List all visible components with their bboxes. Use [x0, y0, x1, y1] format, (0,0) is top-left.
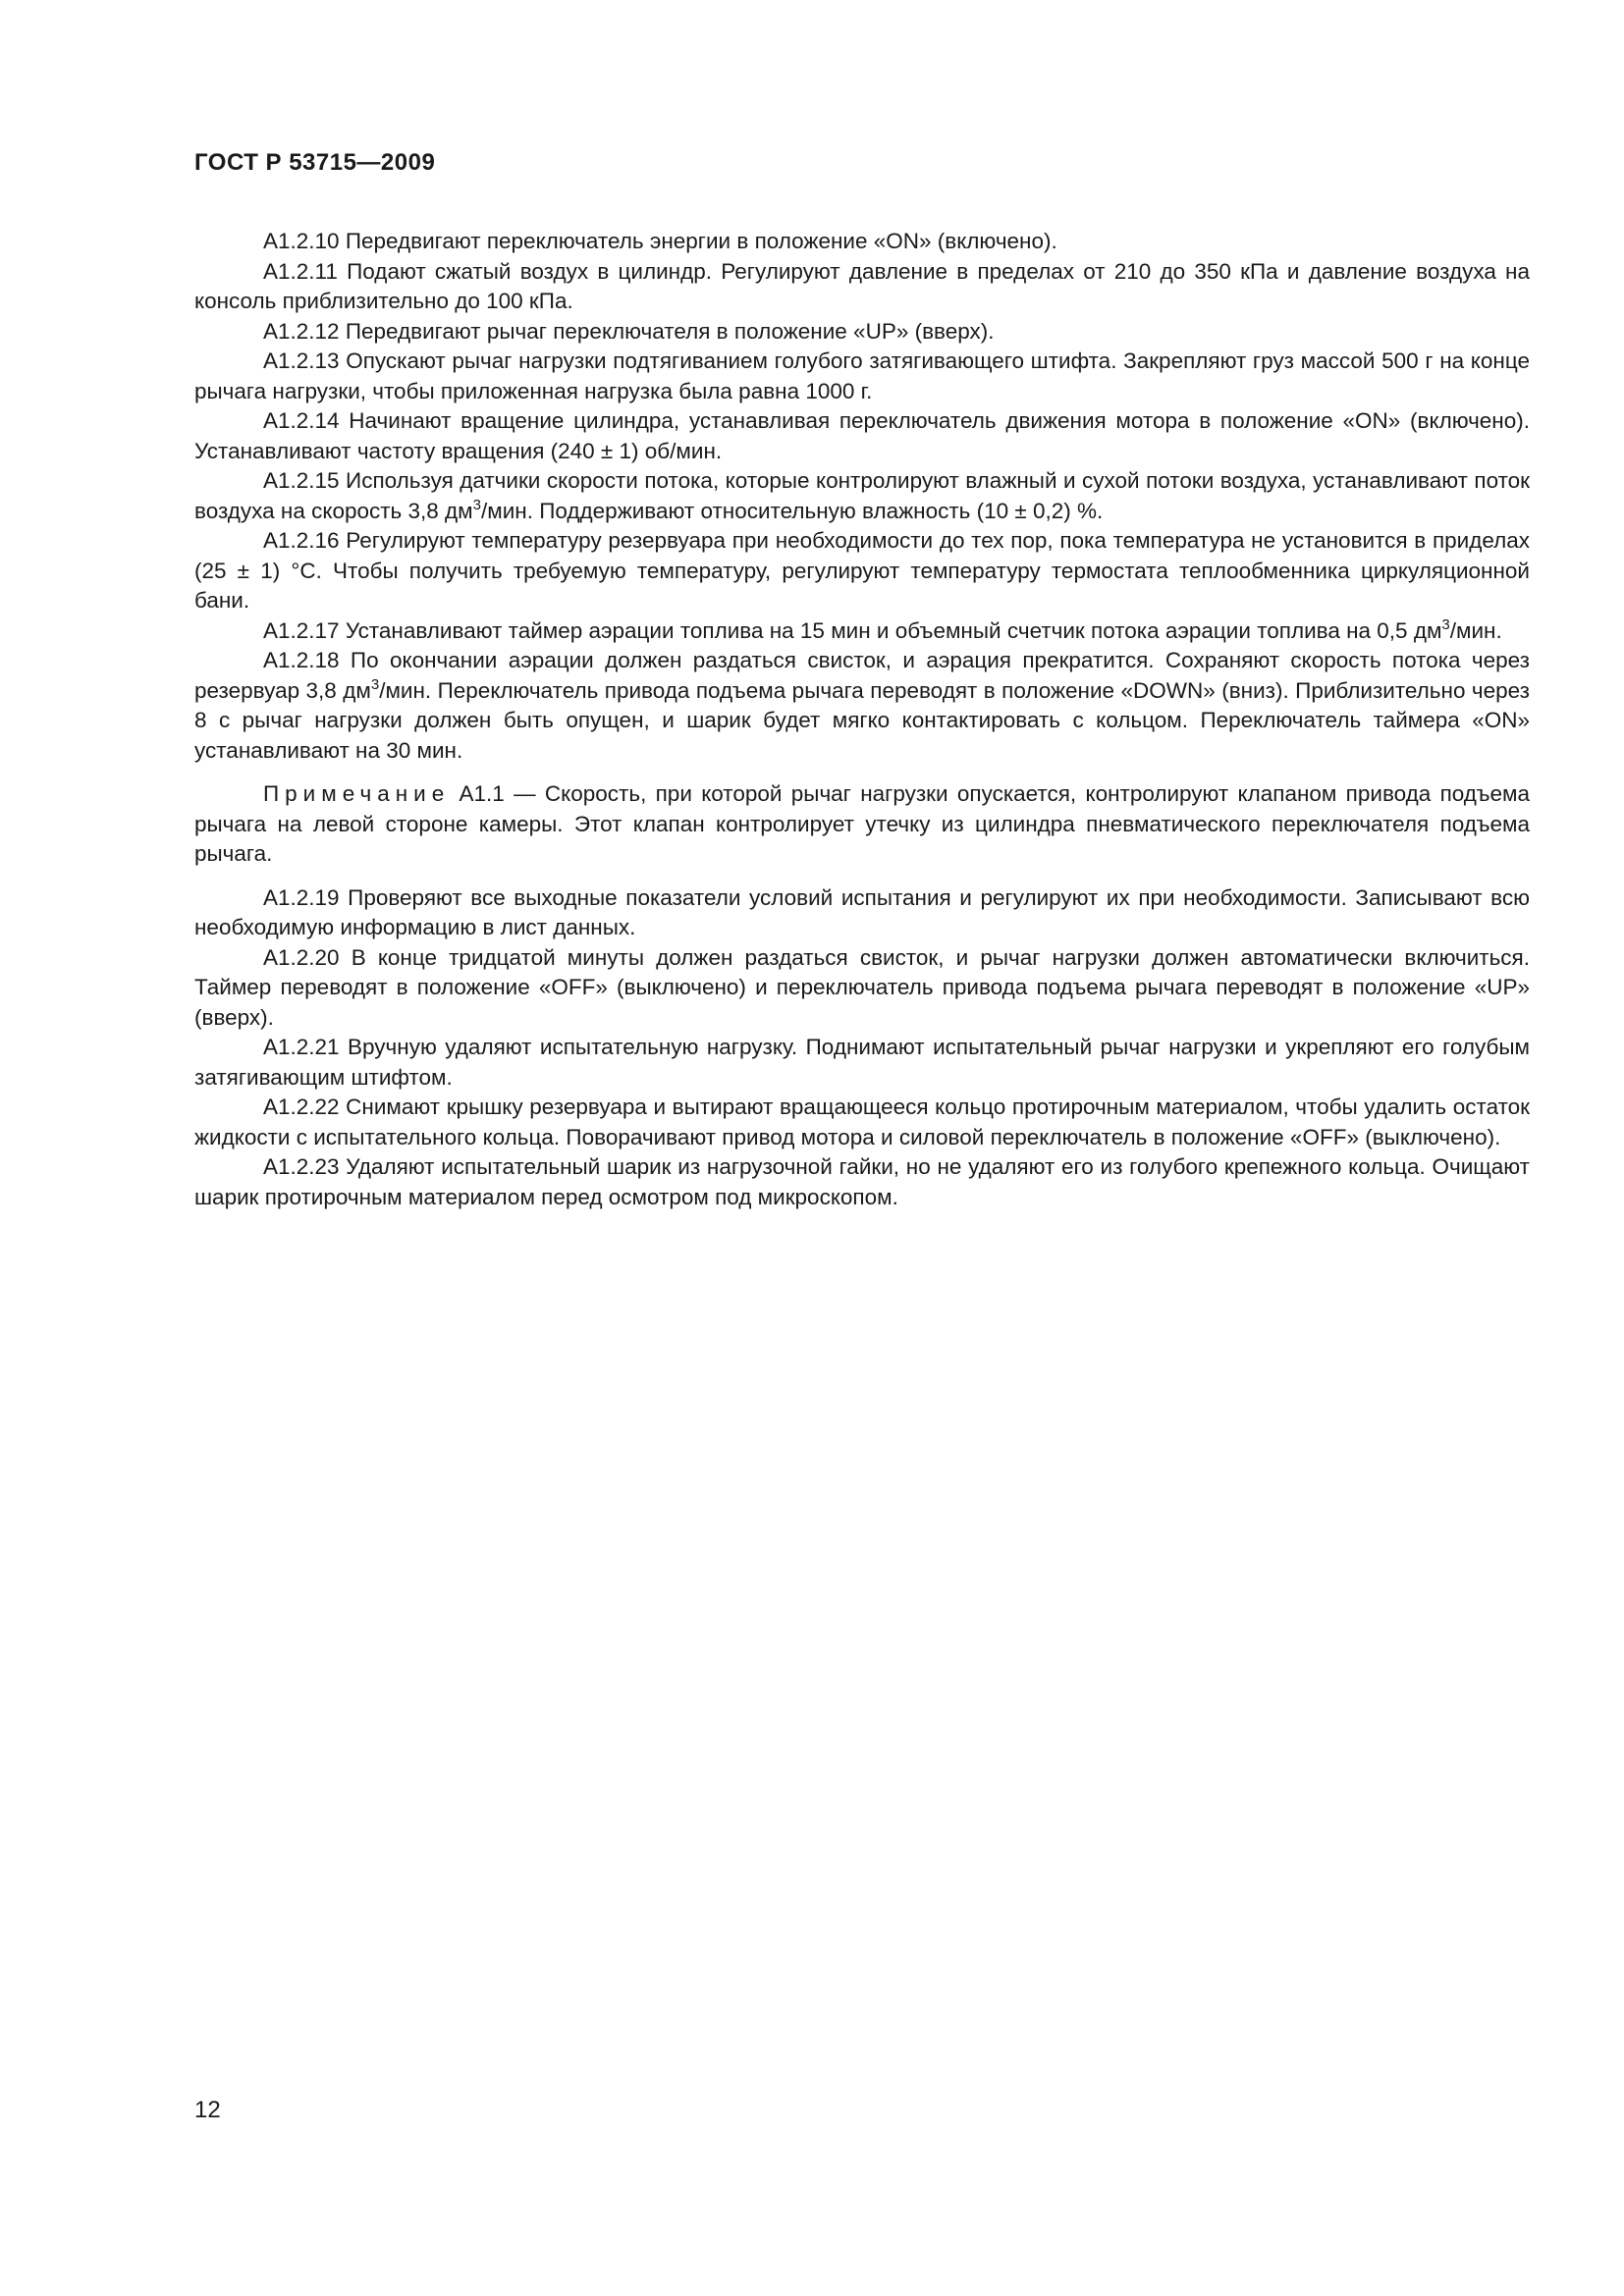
note-text: А1.1 — Скорость, при которой рычаг нагрузки опускается, контролируют клапаном привода подъема рычага на левой стороне камеры. Этот клапан контролирует утечку из цилиндра пневматического переключателя подъема рычага.: [194, 781, 1530, 866]
paragraph-text: /мин. Переключатель привода подъема рычага переводят в положение «DOWN» (вниз). Приблизительно через 8 с рычаг нагрузки должен быть опущен, и шарик будет мягко контактировать с кольцом. Переключатель таймера «ON» устанавливают на 30 мин.: [194, 677, 1530, 763]
superscript: 3: [370, 675, 380, 693]
paragraph-a1-2-13: А1.2.13 Опускают рычаг нагрузки подтягиванием голубого затягивающего штифта. Закрепляют груз массой 500 г на конце рычага нагрузки, чтобы приложенная нагрузка была равна 1000 г.: [194, 348, 1530, 403]
paragraph-a1-2-22: А1.2.22 Снимают крышку резервуара и вытирают вращающееся кольцо протирочным материалом, чтобы удалить остаток жидкости с испытательного кольца. Поворачивают привод мотора и силовой переключатель в положение «OFF» (выключено).: [194, 1095, 1530, 1149]
paragraph-a1-2-23: А1.2.23 Удаляют испытательный шарик из нагрузочной гайки, но не удаляют его из голубого крепежного кольца. Очищают шарик протирочным материалом перед осмотром под микроскопом.: [194, 1154, 1530, 1209]
paragraph-a1-2-10: А1.2.10 Передвигают переключатель энергии в положение «ON» (включено).: [263, 229, 1057, 253]
document-body: [194, 227, 1530, 1212]
paragraph-a1-2-18: [194, 646, 1530, 766]
paragraph-a1-2-12: А1.2.12 Передвигают рычаг переключателя в положение «UP» (вверх).: [263, 318, 995, 344]
paragraph-text: /мин.: [1449, 617, 1502, 643]
superscript: 3: [1441, 615, 1450, 633]
note-block: [194, 779, 1530, 870]
paragraph-a1-2-15: [194, 466, 1530, 526]
note-label: Примечание: [263, 781, 451, 806]
paragraph-text: А1.2.15 Используя датчики скорости потока, которые контролируют влажный и сухой потоки воздуха, устанавливают поток воздуха на скорость 3,8 дм: [194, 468, 1530, 523]
paragraph-a1-2-14: А1.2.14 Начинают вращение цилиндра, устанавливая переключатель движения мотора в положение «ON» (включено). Устанавливают частоту вращения (240 ± 1) об/мин.: [194, 408, 1530, 463]
paragraph-a1-2-19: А1.2.19 Проверяют все выходные показатели условий испытания и регулируют их при необходимости. Записывают всю необходимую информацию в лист данных.: [194, 884, 1530, 939]
paragraph-a1-2-20: А1.2.20 В конце тридцатой минуты должен раздаться свисток, и рычаг нагрузки должен автоматически включиться. Таймер переводят в положение «OFF» (выключено) и переключатель привода подъема рычага переводят в положение «UP» (вверх).: [194, 944, 1530, 1030]
paragraph-a1-2-11: А1.2.11 Подают сжатый воздух в цилиндр. Регулируют давление в пределах от 210 до 350 кПа и давление воздуха на консоль приблизительно до 100 кПа.: [194, 258, 1530, 313]
paragraph-text: А1.2.18 По окончании аэрации должен раздаться свисток, и аэрация прекратится. Сохраняют скорость потока через резервуар 3,8 дм: [194, 648, 1530, 703]
paragraph-a1-2-21: А1.2.21 Вручную удаляют испытательную нагрузку. Поднимают испытательный рычаг нагрузки и укрепляют его голубым затягивающим штифтом.: [194, 1035, 1530, 1090]
paragraph-text: /мин. Поддерживают относительную влажность (10 ± 0,2) %.: [481, 498, 1104, 523]
paragraph-text: А1.2.17 Устанавливают таймер аэрации топлива на 15 мин и объемный счетчик потока аэрации топлива на 0,5 дм: [263, 617, 1442, 643]
superscript: 3: [472, 496, 481, 513]
paragraph-a1-2-17: [194, 616, 1530, 647]
page-number: 12: [194, 2097, 221, 2123]
document-header: ГОСТ Р 53715—2009: [194, 149, 436, 176]
paragraph-a1-2-16: А1.2.16 Регулируют температуру резервуара при необходимости до тех пор, пока температура не установится в приделах (25 ± 1) °С. Чтобы получить требуемую температуру, регулируют температуру термостата теплообменника циркуляционной бани.: [194, 528, 1530, 613]
